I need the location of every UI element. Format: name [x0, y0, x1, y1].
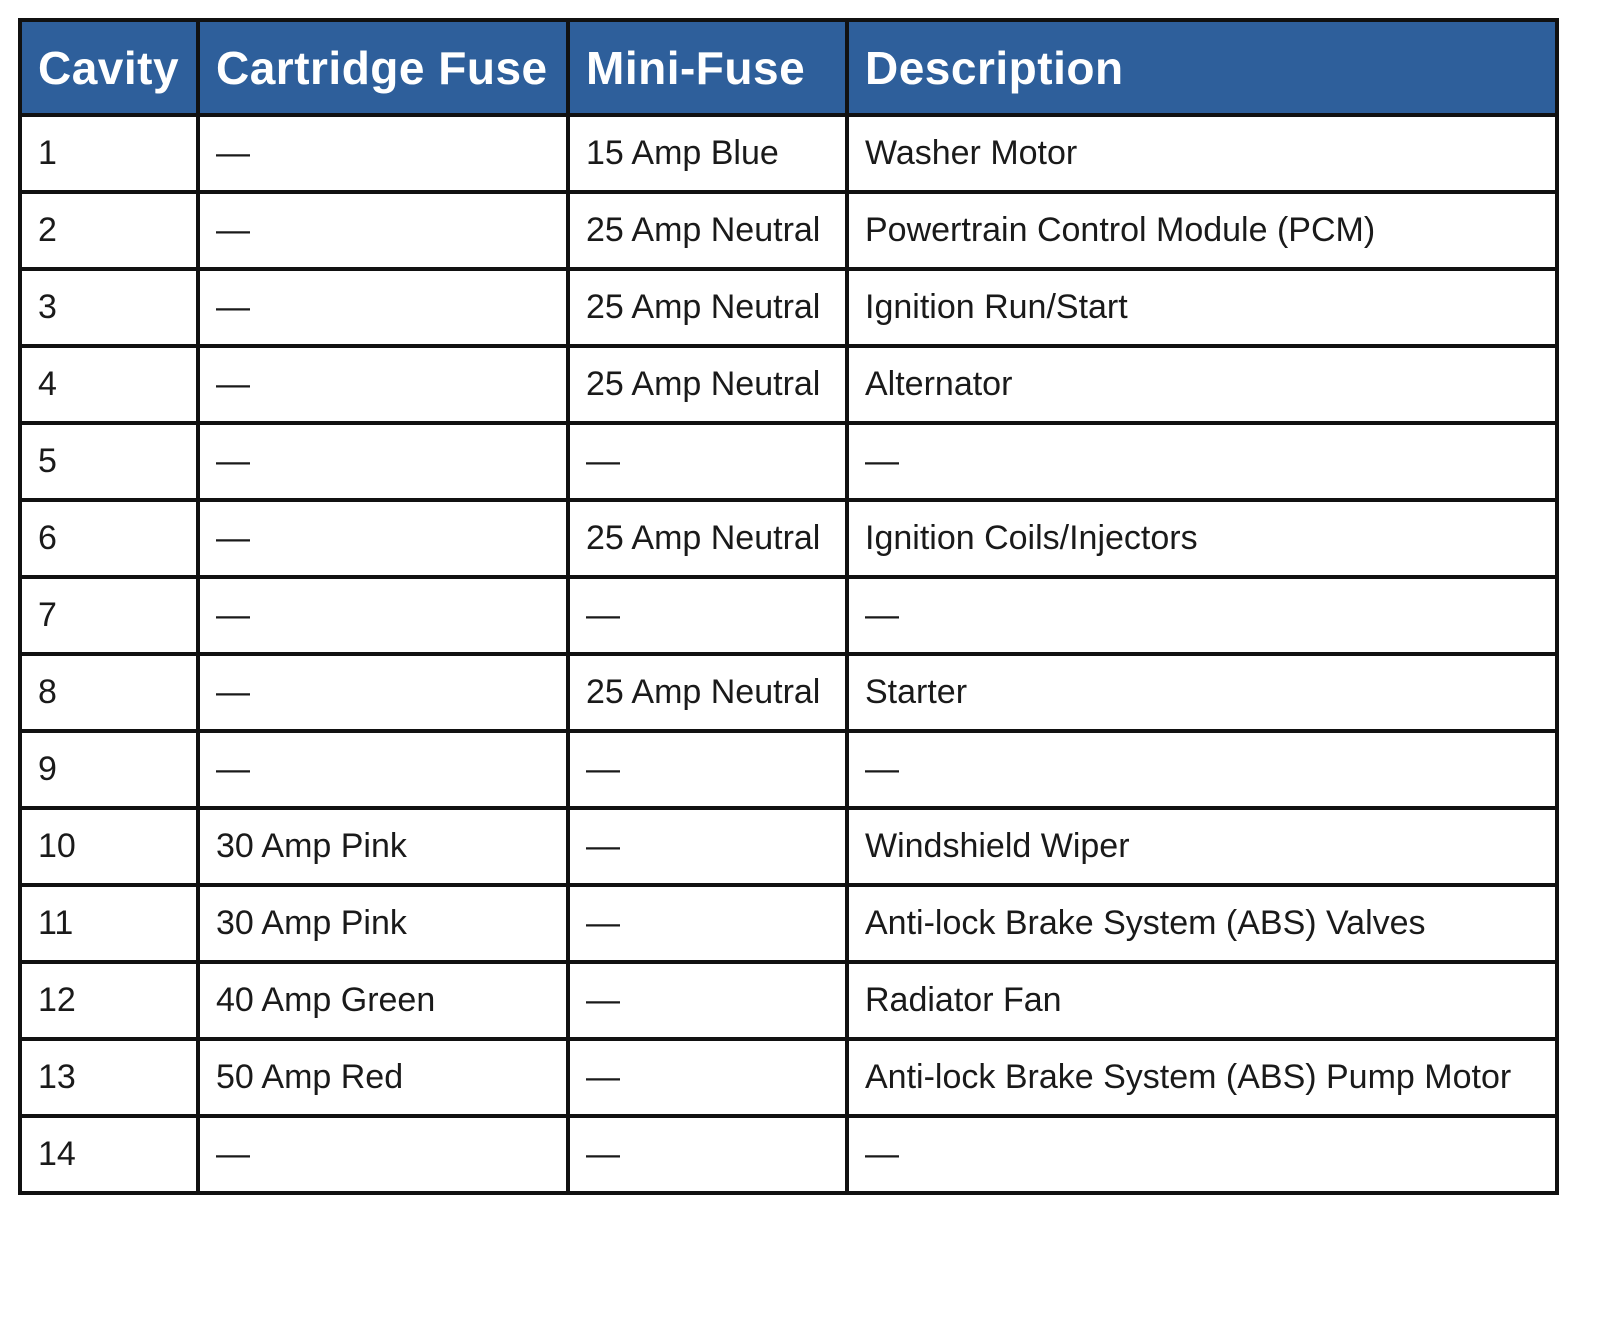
- table-row: [20, 500, 1557, 577]
- cell-description: Ignition Run/Start: [847, 269, 1557, 346]
- table-row: [20, 115, 1557, 192]
- cell-description: Anti-lock Brake System (ABS) Pump Motor: [847, 1039, 1557, 1116]
- cell-description: Powertrain Control Module (PCM): [847, 192, 1557, 269]
- cell-cavity: 14: [20, 1116, 198, 1193]
- cell-cartridge-fuse: —: [198, 500, 568, 577]
- cell-description: Ignition Coils/Injectors: [847, 500, 1557, 577]
- fuse-table: [18, 18, 1559, 1195]
- cell-mini-fuse: —: [568, 423, 847, 500]
- cell-description: Anti-lock Brake System (ABS) Valves: [847, 885, 1557, 962]
- cell-mini-fuse: 25 Amp Neutral: [568, 346, 847, 423]
- cell-cavity: 9: [20, 731, 198, 808]
- cell-cartridge-fuse: —: [198, 731, 568, 808]
- table-row: [20, 654, 1557, 731]
- cell-cavity: 12: [20, 962, 198, 1039]
- cell-cavity: 11: [20, 885, 198, 962]
- cell-mini-fuse: —: [568, 1116, 847, 1193]
- cell-description: —: [847, 423, 1557, 500]
- cell-description: —: [847, 1116, 1557, 1193]
- cell-cavity: 6: [20, 500, 198, 577]
- cell-cartridge-fuse: —: [198, 577, 568, 654]
- table-row: [20, 346, 1557, 423]
- header-mini-fuse: Mini-Fuse: [568, 20, 847, 115]
- cell-description: —: [847, 731, 1557, 808]
- cell-mini-fuse: —: [568, 1039, 847, 1116]
- cell-cavity: 7: [20, 577, 198, 654]
- header-cartridge-fuse: Cartridge Fuse: [198, 20, 568, 115]
- header-cavity: Cavity: [20, 20, 198, 115]
- cell-mini-fuse: 25 Amp Neutral: [568, 654, 847, 731]
- cell-cartridge-fuse: —: [198, 1116, 568, 1193]
- header-row: [20, 20, 1557, 115]
- cell-description: Radiator Fan: [847, 962, 1557, 1039]
- table-row: [20, 808, 1557, 885]
- cell-cartridge-fuse: —: [198, 654, 568, 731]
- header-description: Description: [847, 20, 1557, 115]
- cell-cartridge-fuse: —: [198, 115, 568, 192]
- table-row: [20, 885, 1557, 962]
- cell-mini-fuse: —: [568, 808, 847, 885]
- cell-cavity: 2: [20, 192, 198, 269]
- table-row: [20, 577, 1557, 654]
- table-row: [20, 731, 1557, 808]
- table-row: [20, 192, 1557, 269]
- cell-cartridge-fuse: 40 Amp Green: [198, 962, 568, 1039]
- cell-cartridge-fuse: —: [198, 192, 568, 269]
- cell-cartridge-fuse: —: [198, 423, 568, 500]
- cell-mini-fuse: —: [568, 962, 847, 1039]
- cell-mini-fuse: 15 Amp Blue: [568, 115, 847, 192]
- cell-mini-fuse: 25 Amp Neutral: [568, 192, 847, 269]
- cell-cavity: 10: [20, 808, 198, 885]
- cell-cartridge-fuse: —: [198, 346, 568, 423]
- cell-description: Alternator: [847, 346, 1557, 423]
- cell-cavity: 4: [20, 346, 198, 423]
- cell-description: Washer Motor: [847, 115, 1557, 192]
- cell-description: Starter: [847, 654, 1557, 731]
- cell-mini-fuse: 25 Amp Neutral: [568, 500, 847, 577]
- cell-cavity: 13: [20, 1039, 198, 1116]
- table-row: [20, 962, 1557, 1039]
- cell-mini-fuse: 25 Amp Neutral: [568, 269, 847, 346]
- cell-cavity: 3: [20, 269, 198, 346]
- cell-mini-fuse: —: [568, 731, 847, 808]
- table-row: [20, 269, 1557, 346]
- cell-cartridge-fuse: 30 Amp Pink: [198, 808, 568, 885]
- cell-cartridge-fuse: 30 Amp Pink: [198, 885, 568, 962]
- cell-cavity: 5: [20, 423, 198, 500]
- cell-cartridge-fuse: 50 Amp Red: [198, 1039, 568, 1116]
- table-header: [20, 20, 1557, 115]
- cell-description: —: [847, 577, 1557, 654]
- cell-description: Windshield Wiper: [847, 808, 1557, 885]
- table-row: [20, 1116, 1557, 1193]
- table-row: [20, 1039, 1557, 1116]
- cell-cavity: 1: [20, 115, 198, 192]
- cell-mini-fuse: —: [568, 577, 847, 654]
- cell-cartridge-fuse: —: [198, 269, 568, 346]
- cell-cavity: 8: [20, 654, 198, 731]
- table-body: [20, 115, 1557, 1193]
- table-row: [20, 423, 1557, 500]
- cell-mini-fuse: —: [568, 885, 847, 962]
